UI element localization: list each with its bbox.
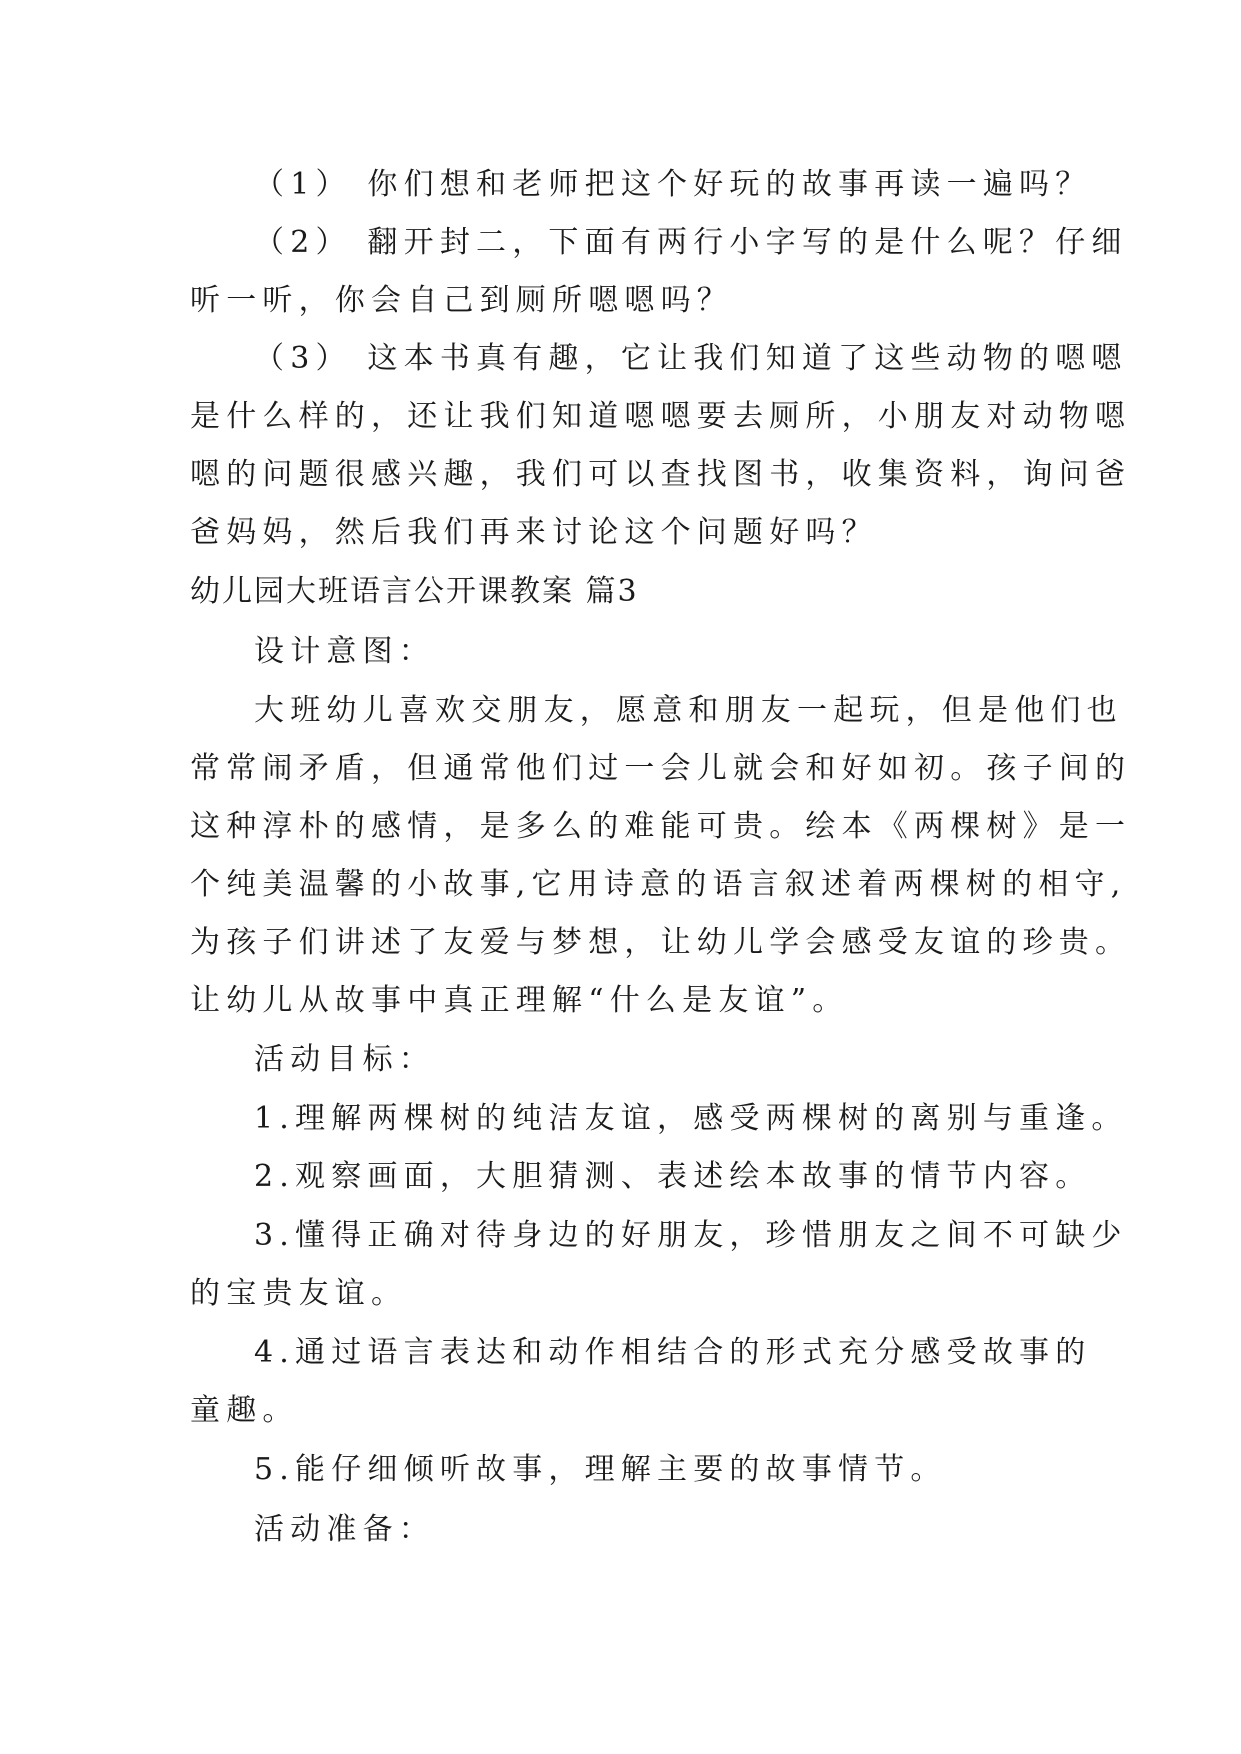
- goal-4-line-2: 童趣。: [190, 1393, 299, 1428]
- intent-paragraph-line-5: 为孩子们讲述了友爱与梦想，让幼儿学会感受友谊的珍贵。: [190, 925, 1132, 960]
- question-3-line-3: 嗯的问题很感兴趣，我们可以查找图书，收集资料，询问爸: [190, 457, 1132, 492]
- intent-paragraph-line-1: 大班幼儿喜欢交朋友，愿意和朋友一起玩，但是他们也: [254, 693, 1123, 728]
- design-intent-label: 设计意图：: [254, 634, 435, 669]
- goal-2: 2.观察画面，大胆猜测、表述绘本故事的情节内容。: [254, 1159, 1092, 1194]
- goal-5: 5.能仔细倾听故事，理解主要的故事情节。: [254, 1452, 947, 1487]
- question-2-line-2: 听一听，你会自己到厕所嗯嗯吗？: [190, 283, 733, 318]
- question-3-line-2: 是什么样的，还让我们知道嗯嗯要去厕所，小朋友对动物嗯: [190, 399, 1132, 434]
- question-1: （1） 你们想和老师把这个好玩的故事再读一遍吗？: [254, 167, 1092, 202]
- question-3-line-4: 爸妈妈，然后我们再来讨论这个问题好吗？: [190, 515, 878, 550]
- goal-3-line-2: 的宝贵友谊。: [190, 1276, 408, 1311]
- section-heading: 幼儿园大班语言公开课教案 篇3: [190, 574, 639, 609]
- goal-3-line-1: 3.懂得正确对待身边的好朋友，珍惜朋友之间不可缺少: [254, 1218, 1128, 1253]
- intent-paragraph-line-4: 个纯美温馨的小故事,它用诗意的语言叙述着两棵树的相守,: [190, 867, 1127, 902]
- question-3-line-1: （3） 这本书真有趣，它让我们知道了这些动物的嗯嗯: [254, 341, 1128, 376]
- intent-paragraph-line-3: 这种淳朴的感情，是多么的难能可贵。绘本《两棵树》是一: [190, 809, 1132, 844]
- goal-4-line-1: 4.通过语言表达和动作相结合的形式充分感受故事的: [254, 1335, 1092, 1370]
- goals-label: 活动目标：: [254, 1042, 435, 1077]
- intent-paragraph-line-2: 常常闹矛盾，但通常他们过一会儿就会和好如初。孩子间的: [190, 751, 1132, 786]
- goal-1: 1.理解两棵树的纯洁友谊，感受两棵树的离别与重逢。: [254, 1101, 1128, 1136]
- question-2-line-1: （2） 翻开封二，下面有两行小字写的是什么呢？仔细: [254, 225, 1128, 260]
- preparation-label: 活动准备：: [254, 1512, 435, 1547]
- intent-paragraph-line-6: 让幼儿从故事中真正理解“什么是友谊”。: [190, 983, 849, 1018]
